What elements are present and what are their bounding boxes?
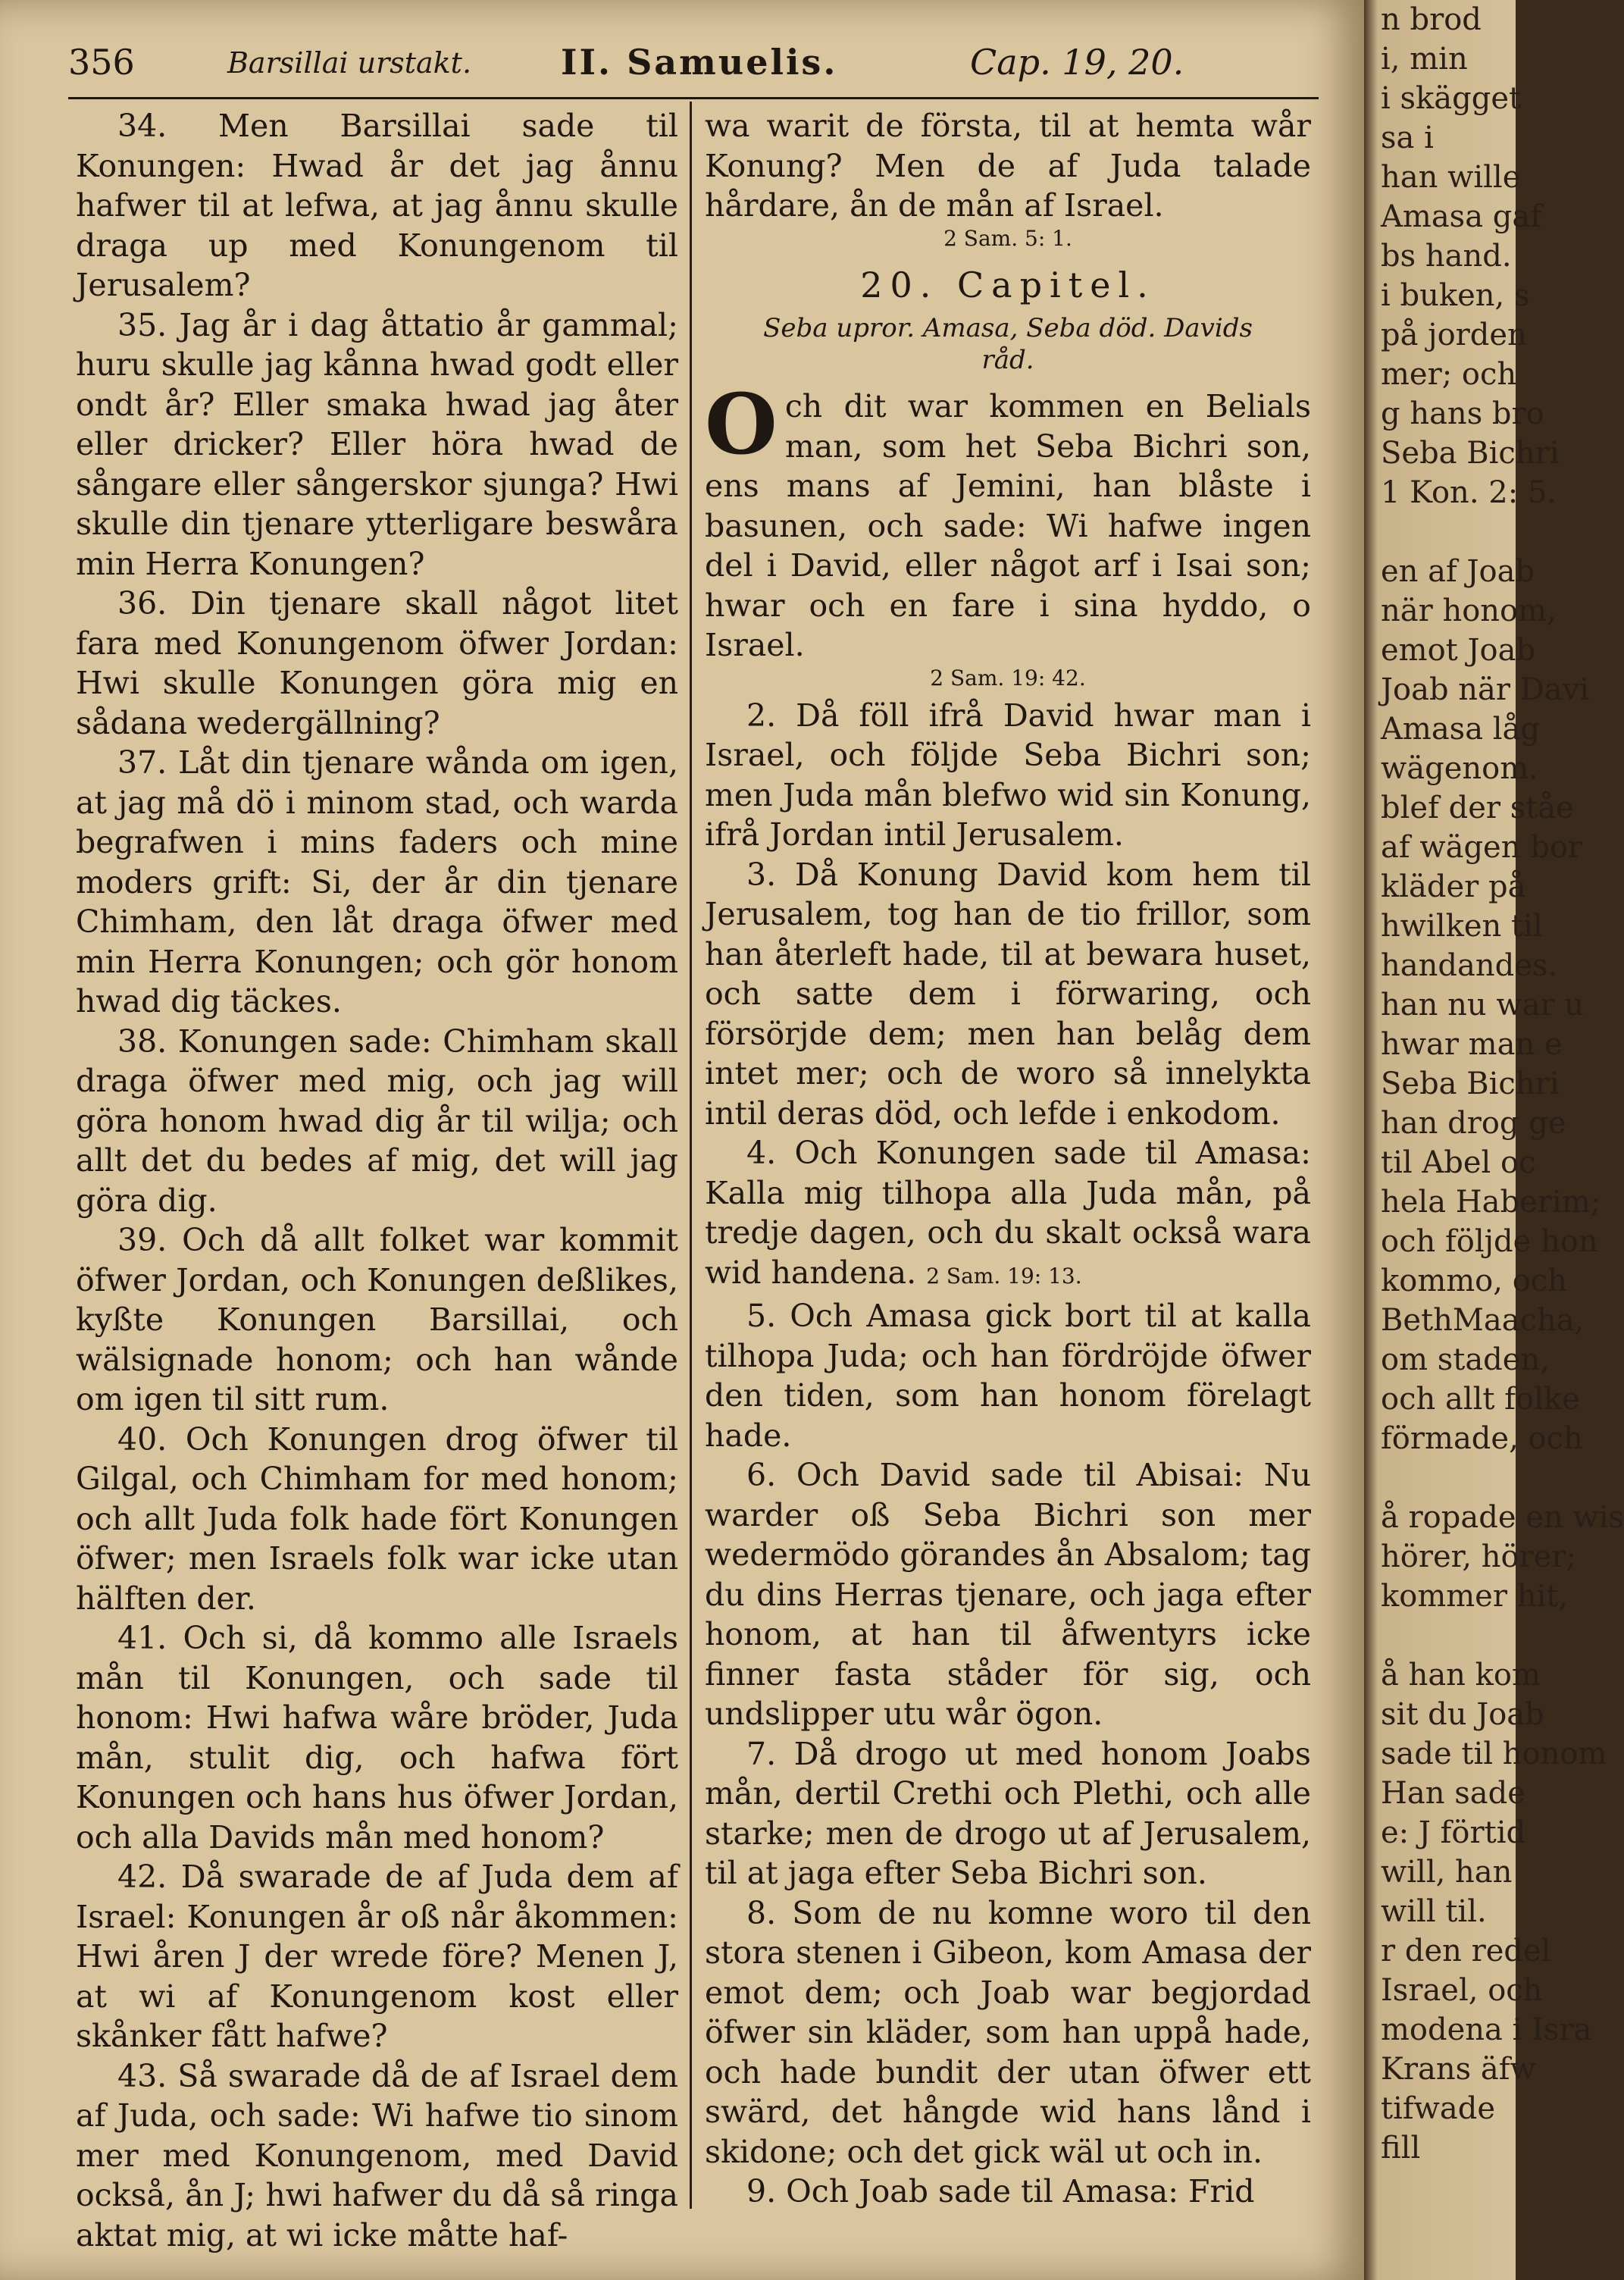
verse	[705, 2172, 1311, 2212]
adjacent-page-fragment: til Abel oc	[1381, 1145, 1536, 1180]
adjacent-page-fragment: på jorden	[1381, 318, 1527, 352]
adjacent-page-fragment: i, min	[1381, 42, 1468, 77]
verse-text: Och si, då kommo alle Israels mån til Konungen, och sade til honom: Hwi hafwa wåre bröder, Juda mån, stulit dig, och hafwa fört Konungen och hans hus öfwer Jordan, och alla Davids mån med honom?	[76, 1620, 678, 1856]
adjacent-page-fragment	[1381, 1458, 1516, 1498]
adjacent-page-fragment: fill	[1381, 2131, 1421, 2166]
adjacent-page-fragment: kommo, och	[1381, 1264, 1567, 1298]
adjacent-page-fragment: r den redel	[1381, 1934, 1551, 1968]
adjacent-page-fragment: modena i Isra	[1381, 2012, 1592, 2047]
verse	[705, 375, 1311, 666]
verse-number: 5.	[746, 1298, 777, 1334]
adjacent-page-fragment: sa i	[1381, 121, 1434, 155]
adjacent-page-fragment: blef der ståe	[1381, 791, 1574, 825]
verse-number: 9.	[746, 2173, 777, 2210]
verse-number: 8.	[746, 1894, 777, 1931]
adjacent-page-fragment: han nu war u	[1381, 988, 1585, 1023]
adjacent-page-fragment: han wille	[1381, 160, 1521, 195]
verse-text: Och David sade til Abisai: Nu warder oß Seba Bichri son mer wedermödo görandes ån Absalom; tag du dins Herras tjenare, och jaga efter honom, at han til åfwentyrs icke finner fasta ståder för sig, och undslipper utu wår ögon.	[705, 1457, 1311, 1732]
verse	[705, 1734, 1311, 1893]
right-column	[705, 106, 1311, 2259]
page-number: 356	[68, 42, 135, 83]
left-column	[76, 106, 678, 2259]
verse	[76, 2056, 678, 2256]
adjacent-page-fragment: bs hand.	[1381, 239, 1512, 274]
drop-cap: O	[705, 375, 778, 473]
verse-number: 42.	[117, 1859, 167, 1895]
adjacent-page-fragment	[1381, 1616, 1516, 1655]
adjacent-page-fragment: en af Joab	[1381, 554, 1535, 589]
verse-text: ch dit war kommen en Belials man, som het Seba Bichri son, ens mans af Jemini, han blåste i basunen, och sade: Wi hafwe ingen del i David, eller något arf i Isai son; hwar och en fare i sina hyddo, o Israel.	[705, 388, 1311, 663]
adjacent-page-fragment: hwar man e	[1381, 1027, 1563, 1062]
adjacent-page-fragment: kommer hit,	[1381, 1579, 1569, 1614]
adjacent-page-fragment: och följde hon	[1381, 1224, 1598, 1259]
verse-number: 37.	[117, 744, 167, 781]
adjacent-page-fragment: mer; och	[1381, 357, 1517, 392]
adjacent-page-fragment: Seba Bichri	[1381, 436, 1560, 471]
cross-reference: 2 Sam. 5: 1.	[943, 225, 1072, 251]
adjacent-page-fragment: sit du Joab	[1381, 1697, 1544, 1732]
adjacent-page-fragment: tifwade	[1381, 2091, 1496, 2126]
verse-number: 34.	[117, 108, 167, 144]
verse-text: Din tjenare skall något litet fara med Konungenom öfwer Jordan: Hwi skulle Konungen göra mig en sådana wedergällning?	[76, 585, 678, 741]
running-header	[68, 42, 1190, 95]
verse	[76, 1618, 678, 1857]
verse	[705, 855, 1311, 1134]
adjacent-page-fragment: om staden,	[1381, 1342, 1550, 1377]
adjacent-page-fragment: Joab när Davi	[1381, 672, 1590, 707]
adjacent-page-fragment: n brod	[1381, 2, 1482, 37]
chapter-reference: Cap. 19, 20.	[970, 42, 1184, 83]
verse-text: Och Joab sade til Amasa: Frid	[786, 2173, 1255, 2210]
verse-number: 35.	[117, 306, 167, 343]
adjacent-page-fragment: och allt folke	[1381, 1382, 1580, 1417]
adjacent-page-fragment: hörer, hörer;	[1381, 1539, 1577, 1574]
column-divider	[690, 102, 692, 2209]
adjacent-page-fragment: wägenom.	[1381, 751, 1538, 786]
verse-text: Men Barsillai sade til Konungen: Hwad år det jag ånnu hafwer til at lefwa, at jag ånnu skulle draga up med Konungenom til Jerusalem?	[76, 108, 678, 303]
adjacent-page-fragment: BethMaacha,	[1381, 1303, 1585, 1338]
adjacent-page-fragment: kläder på	[1381, 869, 1526, 904]
verse-text: Konungen sade: Chimham skall draga öfwer med mig, och jag will göra honom hwad dig år til wilja; och allt det du bedes af mig, det will jag göra dig.	[76, 1023, 678, 1219]
book-title: II. Samuelis.	[561, 42, 838, 83]
chapter-heading: 20. Capitel.	[860, 264, 1156, 305]
verse	[705, 1455, 1311, 1734]
verse	[76, 106, 678, 305]
verse-text: Då föll ifrå David hwar man i Israel, och följde Seba Bichri son; men Juda mån blefwo wid sin Konung, ifrå Jordan intil Jerusalem.	[705, 697, 1311, 853]
verse	[705, 1893, 1311, 2172]
adjacent-page-fragment: i buken, s	[1381, 278, 1530, 313]
adjacent-page-fragment: hwilken til	[1381, 909, 1543, 944]
adjacent-page-fragment: emot Joab	[1381, 633, 1536, 668]
adjacent-page-fragment: handandes.	[1381, 948, 1558, 983]
cross-reference: 2 Sam. 19: 13.	[926, 1263, 1082, 1289]
verse-text: Då drogo ut med honom Joabs mån, dertil Crethi och Plethi, och alle starke; men de drogo ut af Jerusalem, til at jaga efter Seba Bichri son.	[705, 1735, 1311, 1891]
adjacent-page-fragment: hela Haberim;	[1381, 1185, 1601, 1220]
adjacent-page-fragment: sade til honom	[1381, 1737, 1607, 1771]
adjacent-page-edge	[1364, 0, 1624, 2280]
adjacent-page-fragment: 1 Kon. 2: 5.	[1381, 475, 1557, 510]
verse-number: 39.	[117, 1222, 167, 1258]
adjacent-page-fragment: Han sade	[1381, 1776, 1525, 1811]
verse	[76, 1420, 678, 1619]
adjacent-page-fragment	[1381, 512, 1516, 552]
verse	[705, 1133, 1311, 1296]
verse-number: 4.	[746, 1135, 777, 1171]
adjacent-page-fragment: e: J förtid	[1381, 1815, 1526, 1850]
adjacent-page-fragment: will, han	[1381, 1855, 1513, 1890]
verse-number: 41.	[117, 1620, 167, 1656]
verse	[76, 1857, 678, 2056]
chapter-summary: Seba upror. Amasa, Seba död. Davids råd.	[763, 313, 1253, 375]
adjacent-page-fragment: Krans äfw	[1381, 2052, 1536, 2087]
adjacent-page-fragment: å han kom	[1381, 1658, 1541, 1693]
adjacent-page-fragment: förmade, och	[1381, 1421, 1583, 1456]
verse-text: wa warit de första, til at hemta wår Konung? Men de af Juda talade hårdare, ån de mån af Israel.	[705, 108, 1311, 224]
continued-verse	[705, 106, 1311, 226]
running-title: Barsillai urstakt.	[227, 46, 472, 80]
adjacent-page-fragment: han drog ge	[1381, 1106, 1566, 1141]
verse-text: Och då allt folket war kommit öfwer Jordan, och Konungen deßlikes, kyßte Konungen Barsillai, och wälsignade honom; och han wånde om igen til sitt rum.	[76, 1222, 678, 1417]
adjacent-page-fragment: will til.	[1381, 1894, 1487, 1929]
verse-number: 3.	[746, 856, 777, 893]
verse-text: Och Konungen sade til Amasa: Kalla mig tilhopa alla Juda mån, på tredje dagen, och du skalt också wara wid handena.	[705, 1135, 1311, 1291]
adjacent-page-fragment: Seba Bichri	[1381, 1066, 1560, 1101]
verse	[76, 1220, 678, 1420]
adjacent-page-fragment: Amasa gaf	[1381, 199, 1542, 234]
adjacent-page-fragment: Amasa låg	[1381, 712, 1540, 747]
verse-number: 40.	[117, 1420, 167, 1458]
verse-text: Som de nu komne woro til den stora stenen i Gibeon, kom Amasa der emot dem; och Joab war begjordad öfwer sin kläder, som han uppå hade, och hade bundit der utan öfwer ett swärd, det hångde wid hans lånd i skidone; och det gick wäl ut och in.	[705, 1894, 1311, 2170]
verse-number: 7.	[746, 1735, 777, 1772]
verse-number: 43.	[117, 2057, 167, 2094]
adjacent-page-fragment: af wägen bor	[1381, 830, 1583, 865]
verse-text: Då swarade de af Juda dem af Israel: Konungen år oß når åkommen: Hwi åren J der wrede före? Menen J, at wi af Konungenom kost eller skånker fått hafwe?	[76, 1859, 678, 2054]
verse	[76, 1022, 678, 1221]
verse	[76, 584, 678, 743]
adjacent-page-fragment: g hans bro	[1381, 396, 1544, 431]
verse-number: 36.	[117, 585, 167, 622]
adjacent-page-fragment: å ropade en wis	[1381, 1500, 1624, 1535]
verse-number: 6.	[746, 1457, 777, 1493]
verse	[705, 1296, 1311, 1455]
header-rule	[68, 97, 1319, 99]
verse	[705, 696, 1311, 855]
verse-text: Så swarade då de af Israel dem af Juda, och sade: Wi hafwe tio sinom mer med Konungenom, med David också, ån J; hwi hafwer du då så ringa aktat mig, at wi icke måtte haf-	[76, 2057, 678, 2253]
verse-text: Jag år i dag åttatio år gammal; huru skulle jag kånna hwad godt eller ondt år? Eller smaka hwad jag åter eller dricker? Eller höra hwad de sångare eller sångerskor sjunga? Hwi skulle din tjenare ytterligare beswåra min Herra Konungen?	[76, 306, 678, 582]
verse-number: 38.	[117, 1023, 167, 1060]
verse	[76, 305, 678, 584]
verse	[76, 743, 678, 1022]
verse-text: Och Amasa gick bort til at kalla tilhopa Juda; och han fördröjde öfwer den tiden, som han honom förelagt hade.	[705, 1298, 1311, 1454]
verse-text: Då Konung David kom hem til Jerusalem, tog han de tio frillor, som han återleft hade, til at bewara huset, och satte dem i förwaring, och försörjde dem; men han belåg dem intet mer; och de woro så innelykta intil deras död, och lefde i enkodom.	[705, 856, 1311, 1132]
verse-text: Och Konungen drog öfwer til Gilgal, och Chimham for med honom; och allt Juda folk hade fört Konungen öfwer; men Israels folk war icke utan hälften der.	[76, 1420, 678, 1617]
adjacent-page-fragment: Israel, och	[1381, 1973, 1543, 2008]
verse-text: Låt din tjenare wånda om igen, at jag må dö i minom stad, och warda begrafwen i mins faders och mine moders grift: Si, der år din tjenare Chimham, den låt draga öfwer med min Herra Konungen; och gör honom hwad dig täckes.	[76, 744, 678, 1019]
adjacent-page-fragment: i skägget	[1381, 81, 1522, 116]
adjacent-page-fragment: när honom,	[1381, 593, 1557, 628]
chapter-verses	[705, 375, 1311, 2212]
cross-reference: 2 Sam. 19: 42.	[930, 665, 1086, 691]
verse-number: 2.	[746, 697, 777, 734]
